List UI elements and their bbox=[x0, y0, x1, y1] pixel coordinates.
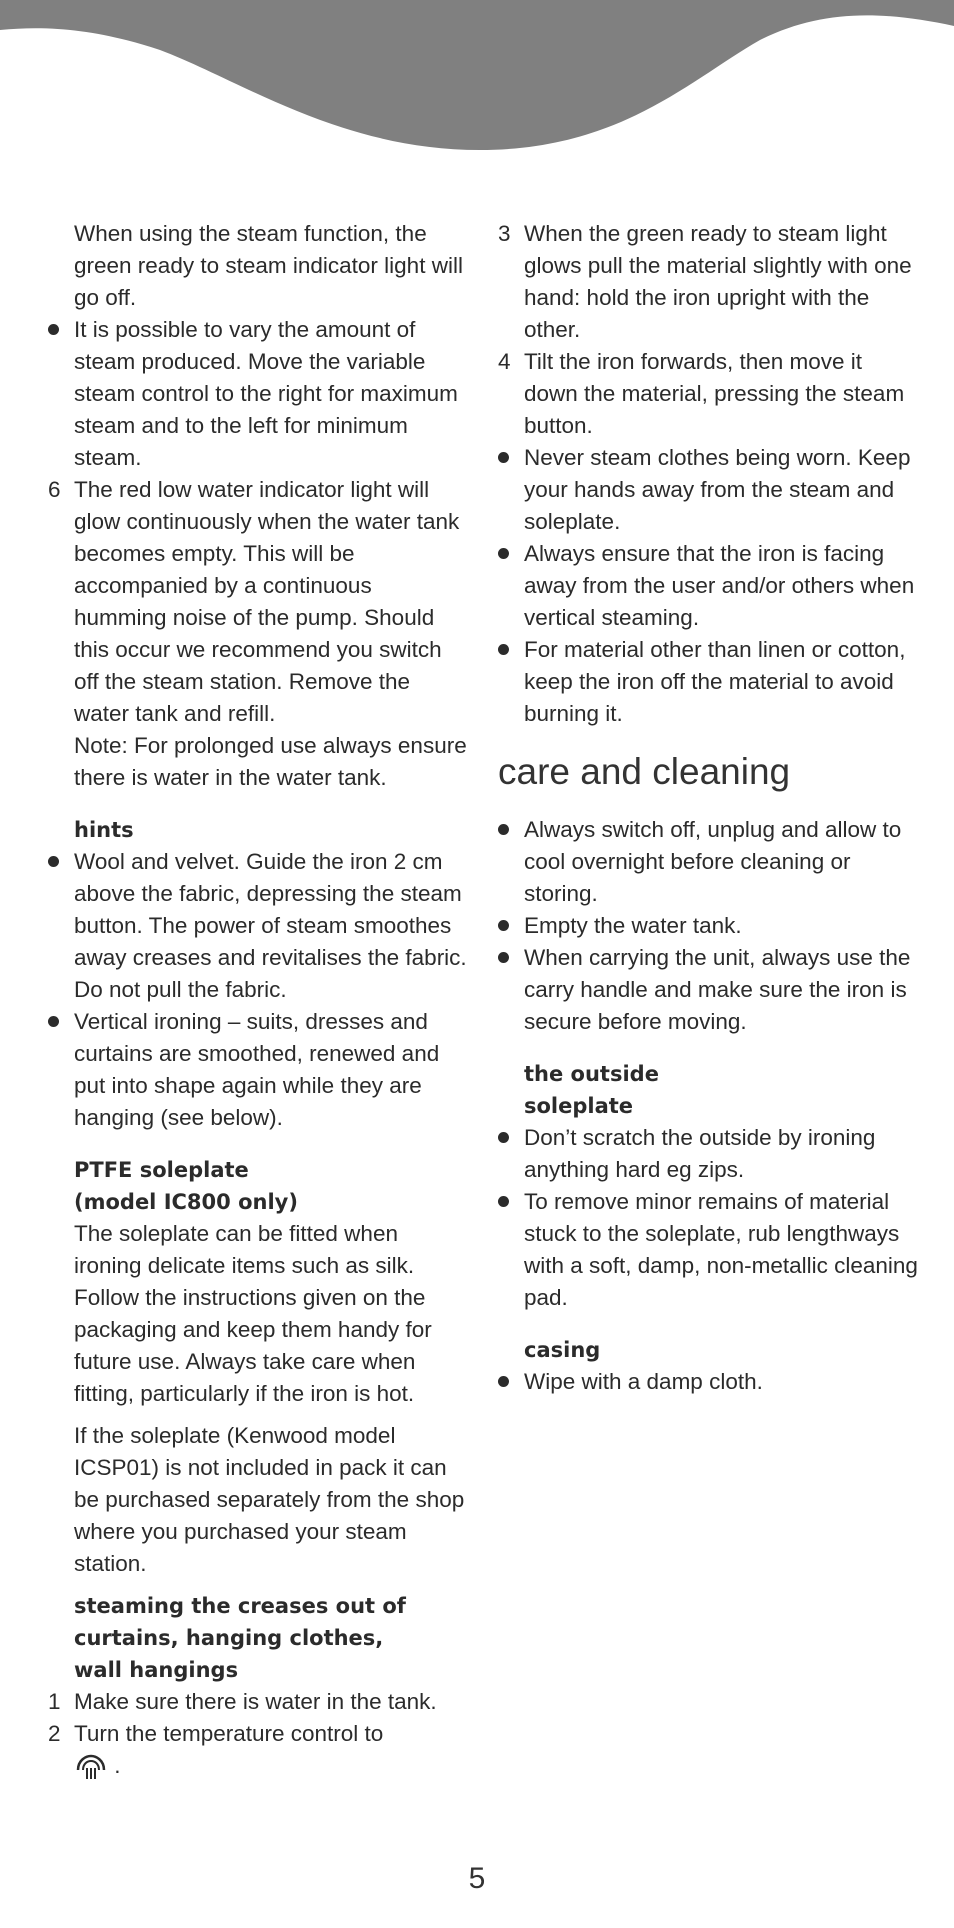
bullet bbox=[48, 314, 70, 346]
list-item: Don’t scratch the outside by ironing anything hard eg zips. bbox=[498, 1122, 918, 1186]
step-number: 3 bbox=[498, 221, 511, 246]
steaming-heading: steaming the creases out of curtains, hanging clothes, wall hangings bbox=[74, 1594, 406, 1682]
bullet bbox=[498, 1186, 520, 1218]
list-item: Always ensure that the iron is facing away from the user and/or others when vertical steaming. bbox=[498, 538, 918, 634]
bullet bbox=[498, 1366, 520, 1398]
page-number: 5 bbox=[468, 1862, 486, 1895]
bullet bbox=[48, 846, 70, 878]
bullet bbox=[498, 442, 520, 474]
step-number: 4 bbox=[498, 349, 511, 374]
list-item: 2 Turn the temperature control to . bbox=[48, 1718, 468, 1782]
casing-heading: casing bbox=[524, 1338, 601, 1362]
bullet bbox=[498, 1122, 520, 1154]
list-item: 6 The red low water indicator light will glow continuously when the water tank becomes empty. This will be accompanied by a continuous humming noise of the pump. Should this occur we recommend you switch off the steam station. Remove the water tank and refill. bbox=[48, 474, 468, 730]
list-item: When carrying the unit, always use the carry handle and make sure the iron is secure before moving. bbox=[498, 942, 918, 1038]
note-text: Note: For prolonged use always ensure there is water in the water tank. bbox=[74, 733, 467, 790]
list-item: Never steam clothes being worn. Keep your hands away from the steam and soleplate. bbox=[498, 442, 918, 538]
ptfe-heading: PTFE soleplate (model IC800 only) bbox=[74, 1158, 298, 1214]
hints-heading: hints bbox=[74, 818, 134, 842]
list-item: Wool and velvet. Guide the iron 2 cm above the fabric, depressing the steam button. The power of steam smoothes away creases and revitalises the fabric. Do not pull the fabric. bbox=[48, 846, 468, 1006]
outside-soleplate-heading: the outside soleplate bbox=[524, 1062, 659, 1118]
list-item: Vertical ironing – suits, dresses and curtains are smoothed, renewed and put into shape again while they are hanging (see below). bbox=[48, 1006, 468, 1134]
left-column bbox=[48, 218, 468, 1782]
list-item: Empty the water tank. bbox=[498, 910, 918, 942]
bullet bbox=[498, 814, 520, 846]
bullet bbox=[498, 538, 520, 570]
list-item: 3 When the green ready to steam light glows pull the material slightly with one hand: hold the iron upright with the other. bbox=[498, 218, 918, 346]
ptfe-paragraph: The soleplate can be fitted when ironing delicate items such as silk. Follow the instructions given on the packaging and keep them handy for future use. Always take care when fitting, particularly if the iron is hot. bbox=[74, 1221, 432, 1406]
steam-setting-icon bbox=[74, 1752, 108, 1782]
list-item: Wipe with a damp cloth. bbox=[498, 1366, 918, 1398]
list-item: Always switch off, unplug and allow to cool overnight before cleaning or storing. bbox=[498, 814, 918, 910]
step-number: 6 bbox=[48, 477, 61, 502]
list-item: For material other than linen or cotton, keep the iron off the material to avoid burning it. bbox=[498, 634, 918, 730]
header-wave bbox=[0, 0, 954, 160]
bullet bbox=[498, 634, 520, 666]
list-item: It is possible to vary the amount of steam produced. Move the variable steam control to the right for maximum steam and to the left for minimum steam. bbox=[48, 314, 468, 474]
bullet bbox=[498, 910, 520, 942]
step-number: 2 bbox=[48, 1721, 61, 1746]
bullet bbox=[498, 942, 520, 974]
section-title: care and cleaning bbox=[498, 751, 791, 792]
list-item: To remove minor remains of material stuck to the soleplate, rub lengthways with a soft, damp, non-metallic cleaning pad. bbox=[498, 1186, 918, 1314]
step-number: 1 bbox=[48, 1689, 61, 1714]
ptfe-paragraph-2: If the soleplate (Kenwood model ICSP01) is not included in pack it can be purchased separately from the shop where you purchased your steam station. bbox=[74, 1423, 465, 1576]
right-column bbox=[498, 218, 918, 1398]
bullet bbox=[48, 1006, 70, 1038]
list-item: 1 Make sure there is water in the tank. bbox=[48, 1686, 468, 1718]
steam-indicator-text: When using the steam function, the green ready to steam indicator light will go off. bbox=[74, 221, 463, 310]
list-item: 4 Tilt the iron forwards, then move it down the material, pressing the steam button. bbox=[498, 346, 918, 442]
